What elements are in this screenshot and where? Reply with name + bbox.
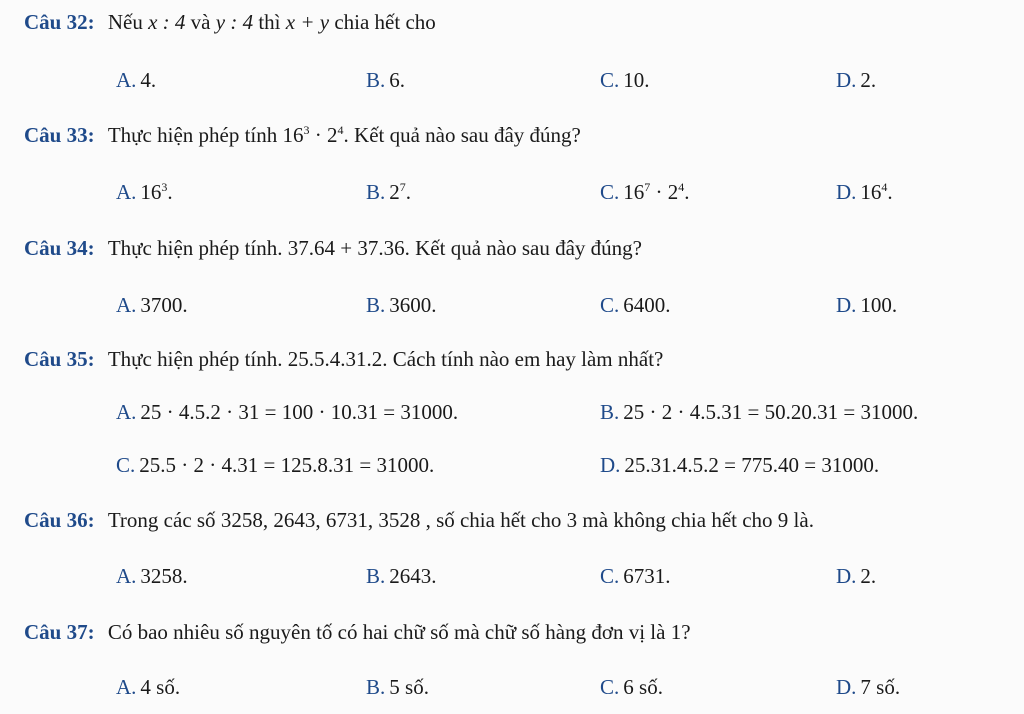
question-label: Câu 37: xyxy=(24,620,95,644)
question-text: Nếu x : 4 và y : 4 thì x + y chia hết cho xyxy=(107,10,436,34)
question-label: Câu 34: xyxy=(24,236,95,260)
option-37-a: A. 4 số. xyxy=(116,675,181,699)
option-34-b: B. 3600. xyxy=(366,293,437,317)
question-label: Câu 32: xyxy=(24,10,95,34)
question-label: Câu 33: xyxy=(24,123,95,147)
option-37-d: D. 7 số. xyxy=(836,675,901,699)
option-36-c: C. 6731. xyxy=(600,564,671,588)
option-33-a: A. $16^3$. xyxy=(116,180,173,204)
option-37-b: B. 5 số. xyxy=(366,675,429,699)
question-37 xyxy=(24,620,691,645)
option-34-d: D. 100. xyxy=(836,293,898,317)
question-35 xyxy=(24,347,663,372)
option-34-a: A. 3700. xyxy=(116,293,188,317)
question-33 xyxy=(24,123,581,148)
option-35-a: A. 25 · 4.5.2 · 31 = 100 · 10.31 = 31000. xyxy=(116,400,459,424)
option-33-b: B. $2^7$. xyxy=(366,180,412,204)
question-text: Trong các số 3258, 2643, 6731, 3528 , số chia hết cho 3 mà không chia hết cho 9 là. xyxy=(107,508,814,532)
option-36-b: B. 2643. xyxy=(366,564,437,588)
question-text: Thực hiện phép tính. 25.5.4.31.2. Cách tính nào em hay làm nhất? xyxy=(107,347,664,371)
question-36 xyxy=(24,508,814,533)
option-35-d: D. 25.31.4.5.2 = 775.40 = 31000. xyxy=(600,453,880,477)
question-text: Thực hiện phép tính. 37.64 + 37.36. Kết quả nào sau đây đúng? xyxy=(107,236,642,260)
option-32-c: C. 10. xyxy=(600,68,650,92)
question-text: Thực hiện phép tính $16^3 \cdot 2^4$. Kết quả nào sau đây đúng? xyxy=(107,123,581,147)
question-label: Câu 36: xyxy=(24,508,95,532)
option-37-c: C. 6 số. xyxy=(600,675,663,699)
question-label: Câu 35: xyxy=(24,347,95,371)
option-35-b: B. 25 · 2 · 4.5.31 = 50.20.31 = 31000. xyxy=(600,400,919,424)
option-36-d: D. 2. xyxy=(836,564,877,588)
option-36-a: A. 3258. xyxy=(116,564,188,588)
question-32 xyxy=(24,10,436,35)
question-34 xyxy=(24,236,642,261)
option-32-b: B. 6. xyxy=(366,68,406,92)
option-32-d: D. 2. xyxy=(836,68,877,92)
option-33-d: D. $16^4$. xyxy=(836,180,893,204)
option-33-c: C. $16^7 \cdot 2^4$. xyxy=(600,180,690,204)
option-35-c: C. 25.5 · 2 · 4.31 = 125.8.31 = 31000. xyxy=(116,453,435,477)
question-text: Có bao nhiêu số nguyên tố có hai chữ số mà chữ số hàng đơn vị là 1? xyxy=(107,620,691,644)
option-34-c: C. 6400. xyxy=(600,293,671,317)
option-32-a: A. 4. xyxy=(116,68,157,92)
